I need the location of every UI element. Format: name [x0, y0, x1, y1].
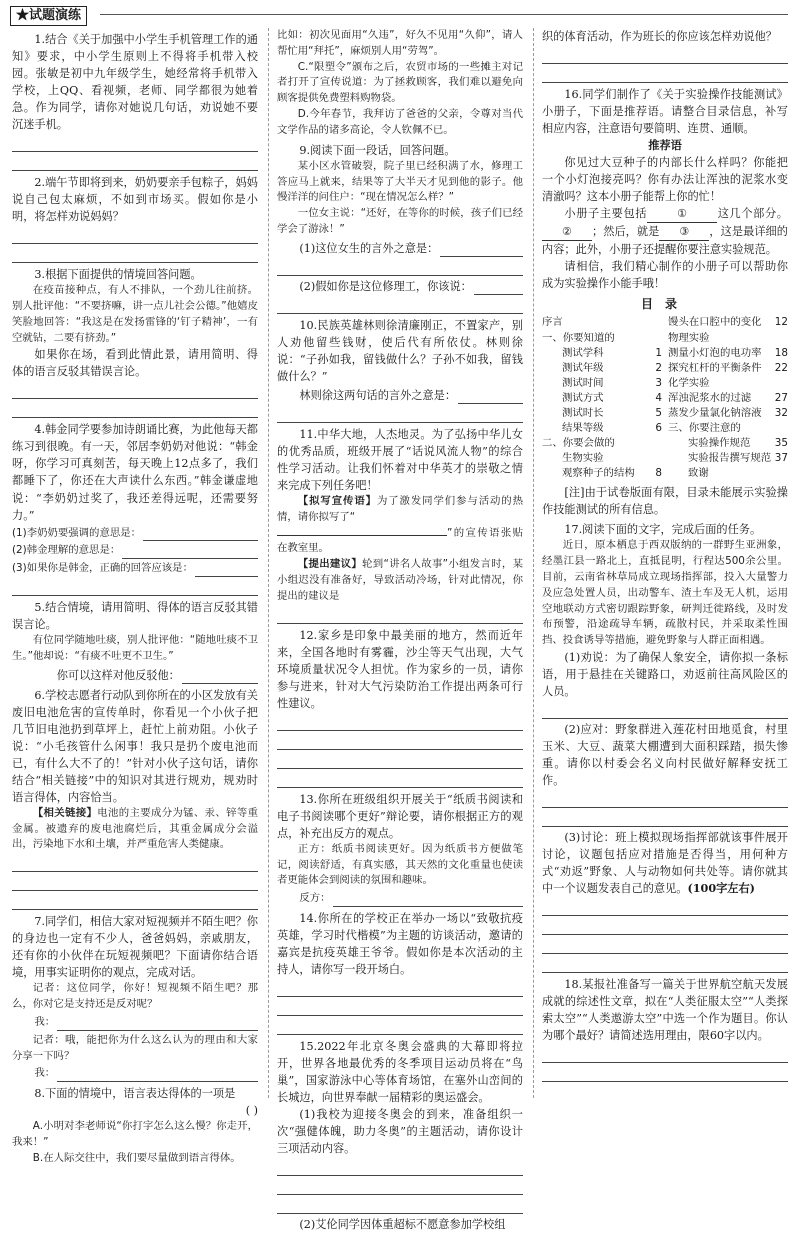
toc-left	[542, 315, 662, 481]
question-17-context: 近日，原本栖息于西双版纳的一群野生亚洲象，经墨江县一路北上，直抵昆明，行程达500余公里。目前，云南省林草局成立现场指挥部，投入大量警力及应急处置人员，出动警车、渣土车及无人机，运用空地联动方式密切跟踪野象，研判迁徙路线，及时发布预警，沿途疏导车辆，疏散村民，并采取柔性围挡、投食诱导等措施，避免野象与人群正面相遇。	[542, 539, 788, 647]
answer-line[interactable]	[440, 242, 523, 257]
answer-line[interactable]	[277, 297, 523, 314]
question-4: 4.韩金同学要参加诗朗诵比赛，为此他每天都练习到很晚。有一天，邻居李奶奶对他说：“韩金呀，你学习可真刻苦，每天晚上12点多了，我们都睡下了，你还在大声读什么东西。”韩金谦虚地说：“李奶奶过奖了，我还差得远呢，还需要努力。”	[12, 423, 258, 522]
answer-line[interactable]	[12, 135, 258, 152]
toc-entry-title: 探究杠杆的平衡条件	[668, 361, 762, 374]
answer-line[interactable]	[277, 1178, 523, 1195]
toc-entry	[668, 421, 788, 436]
toc-entry-page: 8	[655, 467, 662, 480]
toc-entry-page: 22	[774, 361, 788, 374]
answer-line[interactable]	[277, 999, 523, 1016]
question-3-ask: 如果你在场，看到此情此景，请用简明、得体的语言反驳其错误言论。	[12, 348, 258, 379]
question-1: 1.结合《关于加强中小学生手机管理工作的通知》要求，中小学生原则上不得将手机带入校园。张敏是初中九年级学生，她经常将手机带入学校，上QQ、看视频，老师、同学都很为她着急。作为同学，请你对她说几句话，劝说她不要沉迷手机。	[12, 33, 258, 132]
answer-line[interactable]	[143, 526, 258, 541]
question-16-note: [注]由于试卷版面有限，目录未能展示实验操作技能测试的所有信息。	[542, 486, 788, 517]
answer-line[interactable]	[542, 1046, 788, 1063]
slogan-label: 【拟写宣传语】	[297, 494, 377, 507]
toc-entry-page: 3	[655, 376, 662, 389]
slogan-text: 为了激发同学们参与活动的热情，请你拟写了“	[277, 494, 523, 523]
answer-line[interactable]	[474, 280, 523, 295]
question-8: 8.下面的情境中，语言表达得体的一项是	[34, 1087, 236, 1101]
toc-entry	[542, 346, 662, 361]
toc-entry-page: 32	[774, 406, 788, 419]
toc-entry-title: 测试时长	[562, 406, 604, 419]
answer-bracket[interactable]: ( )	[245, 1104, 258, 1118]
question-7-reporter-b: 记者：哦，能把你为什么这么认为的理由和大家分享一下吗？	[12, 1033, 258, 1062]
toc-entry-page: 6	[655, 421, 662, 434]
question-17-3-text: (3)讨论：班上模拟现场指挥部就该事件展开讨论，议题包括应对措施是否得当，用何种方式“劝返”野象、人与动物如何共处等。请你就其中一个议题发表自己的意见。	[542, 831, 788, 896]
question-7: 7.同学们，相信大家对短视频并不陌生吧？你的身边也一定有不少人，爸爸妈妈，亲戚朋友，还有你的小伙伴在玩短视频吧？下面请你结合语境，用事实证明你的观点，完成对话。	[12, 915, 258, 980]
toc-entry-title: 测试时间	[562, 376, 604, 389]
question-11: 11.中华大地，人杰地灵。为了弘扬中华儿女的优秀品质，班级开展了“话说风流人物”的综合性学习活动。让我们怀着对中华英才的崇敬之情来完成下列任务吧！	[277, 427, 523, 492]
toc-entry	[542, 376, 662, 391]
question-4-3: (3)如果你是韩金，正确的回答应该是：	[12, 562, 193, 575]
question-9-2: (2)假如你是这位修理工，你该说：	[299, 279, 472, 293]
option-b-cont: 比如：初次见面用“久违”，好久不见用“久仰”，请人帮忙用“拜托”，麻烦别人用“劳驾”。	[277, 29, 523, 57]
rec-text-a: 小册子主要包括	[564, 207, 648, 221]
toc-entry-title: 二、你要会做的	[542, 437, 615, 450]
question-9: 9.阅读下面一段话，回答问题。	[299, 143, 456, 157]
answer-line[interactable]	[12, 579, 258, 596]
toc-entry	[668, 346, 788, 361]
toc-entry-title: 实验操作规范	[688, 437, 751, 450]
question-13-con: 反方：	[299, 892, 331, 905]
answer-line[interactable]	[12, 401, 258, 418]
toc-entry-title: 结果等级	[562, 421, 604, 434]
answer-line[interactable]	[277, 733, 523, 750]
toc-entry	[668, 315, 788, 330]
toc-entry	[668, 391, 788, 406]
question-7-me: 我：	[34, 1015, 56, 1028]
toc-entry-title: 测量小灯泡的电功率	[668, 346, 762, 359]
question-7-reporter-a: 记者：这位同学，你好！短视频不陌生吧？那么，你对它是支持还是反对呢？	[12, 982, 258, 1011]
answer-line[interactable]	[182, 669, 258, 684]
toc-entry	[542, 451, 662, 466]
question-17-3	[542, 829, 788, 897]
answer-line[interactable]	[277, 406, 523, 423]
answer-line[interactable]	[277, 714, 523, 731]
answer-line[interactable]	[277, 771, 523, 788]
answer-line[interactable]	[542, 47, 788, 64]
question-17: 17.阅读下面的文字，完成后面的任务。	[564, 523, 762, 537]
related-link-text: 电池的主要成分为锰、汞、锌等重金属。被遗弃的废电池腐烂后，其重金属成分会溢出，污染地下水和土壤，并严重危害人类健康。	[12, 806, 259, 851]
recommendation-p3: 请相信，我们精心制作的小册子可以帮助你成为实验操作小能手哦！	[542, 260, 788, 291]
toc-entry-page: 35	[774, 437, 788, 450]
answer-line[interactable]	[122, 544, 258, 559]
question-15-1: (1)我校为迎接冬奥会的到来，准备组织一次“强健体魄，助力冬奥”的主题活动，请你设计三项活动内容。	[277, 1108, 523, 1156]
toc-entry	[668, 361, 788, 376]
toc-entry-title: 一、你要知道的	[542, 331, 615, 344]
toc-entry-title: 生物实验	[562, 452, 604, 465]
question-5-ask: 你可以这样对他反驳他：	[56, 668, 180, 682]
toc-entry-page: 12	[774, 316, 788, 329]
toc-entry-title: 实验报告撰写规范	[688, 452, 772, 465]
toc-entry	[542, 391, 662, 406]
question-16: 16.同学们制作了《关于实验操作技能测试》小册子，下面是推荐语。请整合目录信息，补写相应内容，注意语句要简明、连贯、通顺。	[542, 88, 788, 136]
answer-line[interactable]	[542, 810, 788, 827]
answer-line[interactable]	[12, 246, 258, 263]
toc-entry-title: 测试方式	[562, 391, 604, 404]
answer-line[interactable]	[542, 918, 788, 935]
question-14: 14.你所在的学校正在举办一场以“致敬抗疫英雄，学习时代楷模”为主题的访谈活动，邀请的嘉宾是抗疫英雄王爷爷。假如你是本次活动的主持人，请你写一段开场白。	[277, 912, 523, 977]
answer-line[interactable]	[277, 752, 523, 769]
answer-line[interactable]	[277, 259, 523, 276]
answer-line[interactable]	[12, 154, 258, 171]
recommendation-p2	[542, 205, 788, 258]
answer-line[interactable]	[333, 892, 523, 907]
slogan-text-2: ”的宣传语张贴在教室里。	[277, 526, 523, 555]
toc-entry-page: 18	[774, 346, 788, 359]
toc-entry	[542, 466, 662, 481]
question-11-slogan	[277, 494, 523, 526]
question-2: 2.端午节即将到来，奶奶要亲手包粽子，妈妈说自己包太麻烦，不如到市场买。假如你是小明，将怎样劝说妈妈？	[12, 176, 258, 224]
toc-entry-page: 27	[774, 391, 788, 404]
toc-entry	[668, 331, 788, 346]
option-a: A.小明对李老师说“你打字怎么这么慢？你走开，我来！”	[12, 1120, 258, 1148]
toc-entry-page: 1	[655, 346, 662, 359]
toc-entry-title: 蒸发少量氯化钠溶液	[668, 406, 762, 419]
toc-entry-title: 化学实验	[668, 376, 710, 389]
question-11-suggest	[277, 557, 523, 604]
question-3: 3.根据下面提供的情境回答问题。	[34, 268, 202, 282]
question-4-2: (2)韩金理解的意思是：	[12, 544, 121, 557]
question-6-link	[12, 806, 258, 853]
answer-line[interactable]	[542, 937, 788, 954]
rec-text-b: 这几个部分。	[717, 207, 788, 221]
toc-entry	[668, 436, 788, 451]
toc-entry-page: 37	[774, 452, 788, 465]
toc-entry-title: 测试年级	[562, 361, 604, 374]
rec-text-c: ；然后，就是	[592, 225, 660, 239]
toc-entry	[668, 451, 788, 466]
answer-line[interactable]	[57, 1067, 258, 1082]
toc-entry-page: 4	[655, 391, 662, 404]
recommendation-heading: 推荐语	[648, 138, 682, 153]
toc-entry	[542, 421, 662, 436]
question-13: 13.你所在班级组织开展关于“纸质书阅读和电子书阅读哪个更好”辩论要，请你根据正方的观点，补充出反方的观点。	[277, 792, 523, 840]
section-title: ★试题演练	[10, 6, 87, 26]
answer-line[interactable]	[12, 227, 258, 244]
toc-entry-title: 序言	[542, 316, 563, 329]
toc-entry-title: 浑浊泥浆水的过滤	[668, 391, 752, 404]
toc-entry	[542, 436, 662, 451]
answer-line[interactable]	[12, 382, 258, 399]
answer-line[interactable]	[458, 389, 523, 404]
related-link-label: 【相关链接】	[32, 806, 98, 819]
toc-title: 目录	[640, 297, 689, 312]
column-left	[12, 28, 259, 1164]
option-b: B.在人际交往中，我们要尽量做到语言得体。	[32, 1151, 241, 1164]
toc-entry-title: 致谢	[688, 467, 709, 480]
suggest-label: 【提出建议】	[297, 558, 363, 571]
column-middle	[268, 28, 524, 1232]
question-5: 5.结合情境，请用简明、得体的语言反驳其错误言论。	[12, 600, 258, 631]
answer-line[interactable]	[542, 791, 788, 808]
toc-entry	[668, 406, 788, 421]
question-7-me: 我：	[34, 1067, 56, 1080]
question-5-context: 有位同学随地吐痰，别人批评他：“随地吐痰不卫生。”他却说：“有痰不吐更不卫生。”	[12, 634, 258, 662]
question-9-1: (1)这位女生的言外之意是：	[299, 241, 439, 255]
answer-line[interactable]	[542, 702, 788, 719]
toc-entry	[542, 406, 662, 421]
question-15: 15.2022年北京冬奥会盛典的大幕即将拉开，世界各地最优秀的冬季项目运动员将在“鸟巢”，国家游泳中心等体育场馆，在塞外山峦间的长城边，向世界奉献一届精彩的奥运盛会。	[277, 1040, 523, 1105]
question-9-context: 某小区水管破裂，院子里已经积满了水，修理工答应马上就来，结果等了大半天才见到他的影子。他慢洋洋的问住户：“现在情况怎么样？”	[277, 159, 523, 204]
blank-2[interactable]: ②	[542, 223, 592, 241]
blank-3[interactable]: ③	[659, 223, 709, 241]
answer-line[interactable]	[12, 855, 258, 872]
toc-entry	[542, 315, 662, 330]
option-c: C.“限塑令”颁布之后，农贸市场的一些摊主对记者打开了宣传说道：为了拯救顾客，我们难以避免向顾客提供免费塑料购物袋。	[277, 60, 523, 105]
answer-line[interactable]	[542, 66, 788, 83]
answer-line[interactable]	[195, 562, 258, 577]
question-18: 18.某报社准备写一篇关于世界航空航天发展成就的综述性文章，拟在“人类征服太空”“人类探索太空”“人类遨游太空”中选一个作为题目。你认为哪个最好？请简述选用理由，限60字以内。	[542, 978, 788, 1043]
answer-line[interactable]	[277, 1018, 523, 1035]
answer-line[interactable]	[277, 1159, 523, 1176]
toc-entry-title: 物理实验	[668, 331, 710, 344]
toc-entry	[668, 466, 788, 481]
toc-entry	[668, 376, 788, 391]
question-15-2: (2)艾伦同学因体重超标不愿意参加学校组	[299, 1218, 506, 1232]
blank-1[interactable]: ①	[647, 205, 717, 223]
question-4-1: (1)李奶奶要强调的意思是：	[12, 526, 142, 539]
toc-entry-title: 馒头在口腔中的变化	[668, 316, 762, 329]
question-11-slogan-cont	[277, 526, 523, 558]
toc-entry	[542, 361, 662, 376]
answer-line[interactable]	[542, 956, 788, 973]
title-rule	[100, 14, 788, 15]
answer-line[interactable]	[277, 1197, 523, 1214]
toc-entry-page: 2	[655, 361, 662, 374]
recommendation-p1: 你见过大豆种子的内部长什么样吗？你能把一个小灯泡接亮吗？你有办法让浑浊的泥浆水变清澈吗？这本小册子能帮上你的忙！	[542, 156, 788, 204]
question-17-2: (2)应对：野象群进入莲花村田地觅食，村里玉米、大豆、蔬菜大棚遭到大面积踩踏，损失惨重。请你以村委会名义向村民做好解释安抚工作。	[542, 723, 788, 788]
slogan-blank[interactable]	[277, 535, 447, 536]
table-of-contents	[542, 315, 788, 481]
question-15-2-cont: 织的体育活动，作为班长的你应该怎样劝说他？	[542, 30, 777, 43]
question-17-3-limit: (100字左右)	[687, 881, 755, 896]
answer-line[interactable]	[542, 1065, 788, 1082]
question-13-pro: 正方：纸质书阅读更好。因为纸质书方便做笔记，阅读舒适，有真实感，其天然的文化重量也使读者更能体会到阅读的氛围和趣味。	[277, 842, 523, 887]
toc-entry-title: 测试学科	[562, 346, 604, 359]
option-d: D.今年春节，我拜访了爸爸的父亲，令尊对当代文学作品的诸多高论，令人钦佩不已。	[277, 108, 523, 136]
column-right	[533, 28, 788, 1098]
toc-entry-title: 观察种子的结构	[562, 467, 635, 480]
answer-line[interactable]	[277, 607, 523, 624]
answer-line[interactable]	[57, 1016, 258, 1031]
toc-entry	[542, 331, 662, 346]
question-10: 10.民族英雄林则徐清廉刚正，不置家产，别人劝他留些钱财，使后代有所依仗。林则徐说：“子孙如我，留钱做什么？子孙不如我，留钱做什么？”	[277, 318, 523, 383]
toc-right	[668, 315, 788, 481]
answer-line[interactable]	[12, 874, 258, 891]
suggest-text: 轮到“讲名人故事”小组发言时，某小组迟没有准备好，导致活动冷场，针对此情况，你提出的建议是	[277, 558, 524, 602]
question-9-context-2: 一位女主说：“还好，在等你的时候，孩子们已经学会了游泳！”	[277, 207, 523, 235]
question-3-context: 在疫苗接种点，有人不排队，一个劲儿往前挤。别人批评他：“不要挤嘛，讲一点儿社会公德。”他嬉皮笑脸地回答：“我这是在发扬雷锋的‘钉子精神’，一有空就钻，二要有挤劲。”	[12, 284, 258, 344]
answer-line[interactable]	[542, 899, 788, 916]
toc-entry-title: 三、你要注意的	[668, 421, 741, 434]
toc-entry-page: 5	[655, 406, 662, 419]
question-6: 6.学校志愿者行动队到你所在的小区发放有关废旧电池危害的宣传单时，你看见一个小伙子把几节旧电池扔到草坪上，赶忙上前劝阻。小伙子说：“小毛孩管什么闲事！我只是扔个废电池而已，有什么大不了的！”针对小伙子这句话，请你结合“相关链接”中的知识对其进行规劝，规劝时语言得体，内容恰当。	[12, 688, 258, 804]
answer-line[interactable]	[12, 893, 258, 910]
rec-text-d: ，这是最详细的内容；此外，小册子还提醒你要注意实验规范。	[542, 225, 788, 257]
question-17-1: (1)劝说：为了确保人象安全，请你拟一条标语，用于悬挂在关键路口，劝返前往高风险区的人员。	[542, 651, 788, 699]
answer-line[interactable]	[277, 980, 523, 997]
question-12: 12.家乡是印象中最美丽的地方，然而近年来，全国各地时有雾霾，沙尘等天气出现，大气环境质量状况令人担忧。作为家乡的一员，请你参与进来，针对大气污染防治工作提出两条可行性建议。	[277, 628, 523, 710]
question-10-ask: 林则徐这两句话的言外之意是：	[299, 388, 457, 402]
